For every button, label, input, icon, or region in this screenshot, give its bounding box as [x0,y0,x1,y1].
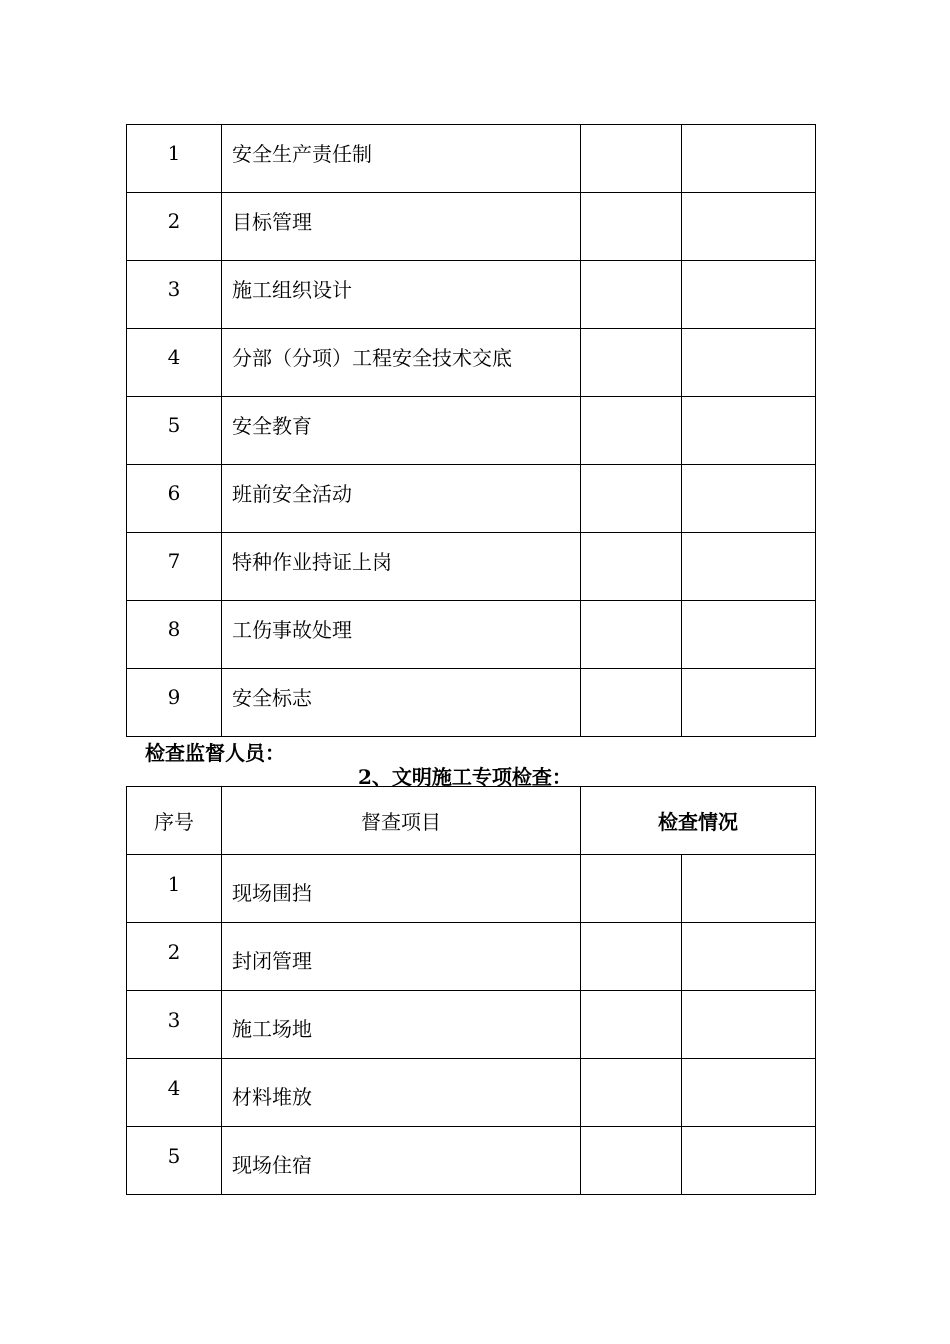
row-item: 施工组织设计 [222,261,581,329]
check-cell[interactable] [682,533,816,601]
section-title: 2、文明施工专项检查： [358,765,572,789]
row-number: 6 [127,465,222,533]
table-row [127,669,816,737]
check-cell[interactable] [581,465,682,533]
row-item: 安全标志 [222,669,581,737]
row-number: 5 [127,1127,222,1195]
row-item: 特种作业持证上岗 [222,533,581,601]
table-row [127,329,816,397]
check-cell[interactable] [682,397,816,465]
row-number: 5 [127,397,222,465]
table-row [127,125,816,193]
check-cell[interactable] [682,669,816,737]
table-row [127,397,816,465]
row-number: 9 [127,669,222,737]
table-row [127,193,816,261]
table-row [127,923,816,991]
header-status: 检查情况 [581,787,816,855]
check-cell[interactable] [581,923,682,991]
check-cell[interactable] [581,125,682,193]
check-cell[interactable] [682,923,816,991]
row-number: 2 [127,193,222,261]
row-item: 材料堆放 [222,1059,581,1127]
check-cell[interactable] [682,465,816,533]
check-cell[interactable] [682,261,816,329]
table-header-row [127,787,816,855]
row-item: 目标管理 [222,193,581,261]
check-cell[interactable] [581,533,682,601]
table-row [127,465,816,533]
table-row [127,1059,816,1127]
row-number: 2 [127,923,222,991]
row-item: 工伤事故处理 [222,601,581,669]
row-number: 1 [127,855,222,923]
supervisor-label: 检查监督人员： [145,741,285,765]
check-cell[interactable] [682,329,816,397]
row-item: 安全教育 [222,397,581,465]
table-row [127,533,816,601]
check-cell[interactable] [682,1059,816,1127]
row-item: 分部（分项）工程安全技术交底 [222,329,581,397]
safety-check-table [126,124,816,737]
header-number: 序号 [127,787,222,855]
row-number: 4 [127,1059,222,1127]
table-row [127,855,816,923]
table-row [127,261,816,329]
header-item: 督查项目 [222,787,581,855]
check-cell[interactable] [682,1127,816,1195]
row-number: 4 [127,329,222,397]
check-cell[interactable] [581,855,682,923]
check-cell[interactable] [581,991,682,1059]
row-number: 7 [127,533,222,601]
row-number: 3 [127,991,222,1059]
check-cell[interactable] [581,261,682,329]
row-item: 班前安全活动 [222,465,581,533]
row-number: 1 [127,125,222,193]
check-cell[interactable] [581,669,682,737]
check-cell[interactable] [682,855,816,923]
check-cell[interactable] [581,193,682,261]
row-number: 8 [127,601,222,669]
row-item: 现场围挡 [222,855,581,923]
table-row [127,991,816,1059]
table-row [127,601,816,669]
check-cell[interactable] [581,1059,682,1127]
check-cell[interactable] [682,125,816,193]
row-item: 封闭管理 [222,923,581,991]
row-item: 施工场地 [222,991,581,1059]
check-cell[interactable] [682,991,816,1059]
row-item: 现场住宿 [222,1127,581,1195]
civilized-construction-table [126,786,816,1195]
check-cell[interactable] [581,329,682,397]
check-cell[interactable] [581,397,682,465]
table-row [127,1127,816,1195]
check-cell[interactable] [682,193,816,261]
check-cell[interactable] [581,601,682,669]
check-cell[interactable] [581,1127,682,1195]
row-item: 安全生产责任制 [222,125,581,193]
row-number: 3 [127,261,222,329]
check-cell[interactable] [682,601,816,669]
